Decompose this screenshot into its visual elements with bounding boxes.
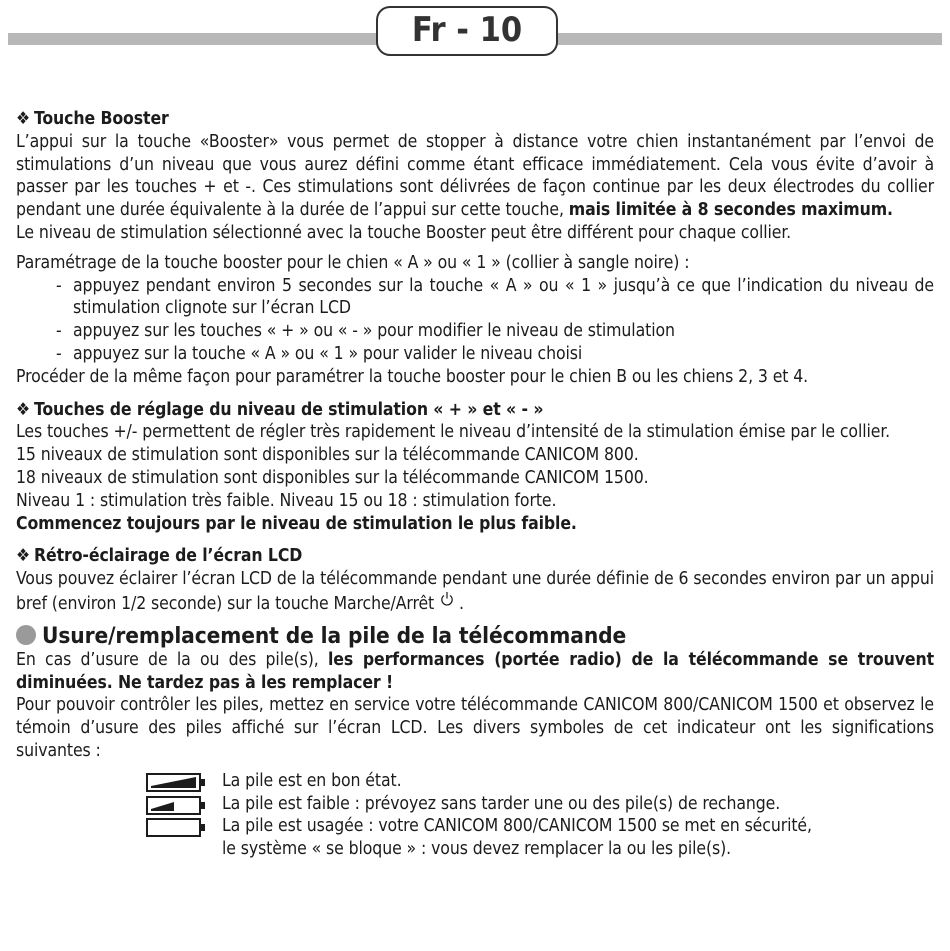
levels-line: 15 niveaux de stimulation sont disponibles sur la télécommande CANICOM 800. <box>16 445 639 466</box>
page-number-label: Fr - 10 <box>376 6 558 56</box>
section-title-battery: Usure/remplacement de la pile de la télécommande <box>16 623 934 649</box>
battery-intro: En cas d’usure de la ou des pile(s), les performances (portée radio) de la télécommande se trouvent diminuées. Ne tardez pas à les remplacer ! <box>16 649 935 693</box>
header-rule-left <box>8 33 380 45</box>
diamond-bullet-icon: ❖ <box>16 546 31 567</box>
list-item: - appuyez pendant environ 5 secondes sur la touche « A » ou « 1 » jusqu’à ce que l’indication du niveau de stimulation clignote sur l’écran LCD <box>56 275 934 321</box>
levels-line: Niveau 1 : stimulation très faible. Niveau 15 ou 18 : stimulation forte. <box>16 490 557 511</box>
battery-warning: les performances (portée radio) de la télécommande se trouvent diminuées. Ne tardez pas à les remplacer ! <box>16 649 935 693</box>
backlight-description: Vous pouvez éclairer l’écran LCD de la télécommande pendant une durée définie de 6 secondes environ par un appui bref (environ 1/2 seconde) sur la touche Marche/Arrêt . <box>16 569 934 614</box>
page-content <box>16 108 934 861</box>
list-item: - appuyez sur les touches « + » ou « - » pour modifier le niveau de stimulation <box>56 320 934 343</box>
section-title-booster: ❖ Touche Booster <box>16 109 169 129</box>
battery-state-low: La pile est faible : prévoyez sans tarder une ou des pile(s) de rechange. <box>16 793 934 816</box>
circle-bullet-icon <box>16 625 36 645</box>
levels-line: Les touches +/- permettent de régler très rapidement le niveau d’intensité de la stimulation émise par le collier. <box>16 422 891 443</box>
booster-setup-steps <box>16 275 934 366</box>
booster-limit-note: mais limitée à 8 secondes maximum. <box>568 200 893 221</box>
section-title-levels: ❖ Touches de réglage du niveau de stimulation « + » et « - » <box>16 399 544 420</box>
battery-full-icon <box>146 773 206 792</box>
battery-indicator-legend <box>16 770 934 861</box>
battery-check-description: Pour pouvoir contrôler les piles, mettez en service votre télécommande CANICOM 800/CANICOM 1500 et observez le témoin d’usure des piles affiché sur l’écran LCD. Les divers symboles de cet indicateur ont les significations suivantes : <box>16 695 934 761</box>
levels-line: 18 niveaux de stimulation sont disponibles sur la télécommande CANICOM 1500. <box>16 467 649 488</box>
booster-setup-outro: Procéder de la même façon pour paramétrer la touche booster pour le chien B ou les chiens 2, 3 et 4. <box>16 366 809 387</box>
levels-warning: Commencez toujours par le niveau de stimulation le plus faible. <box>16 513 577 534</box>
battery-state-good: La pile est en bon état. <box>16 770 934 793</box>
page-header <box>0 0 950 70</box>
booster-setup-intro: Paramétrage de la touche booster pour le chien « A » ou « 1 » (collier à sangle noire) : <box>16 252 690 273</box>
diamond-bullet-icon: ❖ <box>16 399 31 420</box>
battery-state-empty: La pile est usagée : votre CANICOM 800/CANICOM 1500 se met en sécurité, le système « se bloque » : vous devez remplacer la ou les pile(s). <box>16 815 934 861</box>
list-item: - appuyez sur la touche « A » ou « 1 » pour valider le niveau choisi <box>56 343 934 366</box>
header-rule-right <box>556 33 942 45</box>
booster-description: L’appui sur la touche «Booster» vous permet de stopper à distance votre chien instantanément par l’envoi de stimulations d’un niveau que vous aurez défini comme étant efficace immédiatement. Cela vous évite d’avoir à passer par les touches + et -. Ces stimulations sont délivrées de façon continue par les deux électrodes du collier pendant une durée équivalente à la durée de l’appui sur cette touche, mais limitée à 8 secondes maximum. <box>16 131 934 221</box>
battery-low-icon <box>146 796 206 815</box>
power-icon <box>440 591 454 614</box>
diamond-bullet-icon: ❖ <box>16 109 31 129</box>
booster-per-collar-note: Le niveau de stimulation sélectionné avec la touche Booster peut être différent pour chaque collier. <box>16 222 792 243</box>
section-title-backlight: ❖ Rétro-éclairage de l’écran LCD <box>16 546 303 567</box>
battery-empty-icon <box>146 818 206 837</box>
